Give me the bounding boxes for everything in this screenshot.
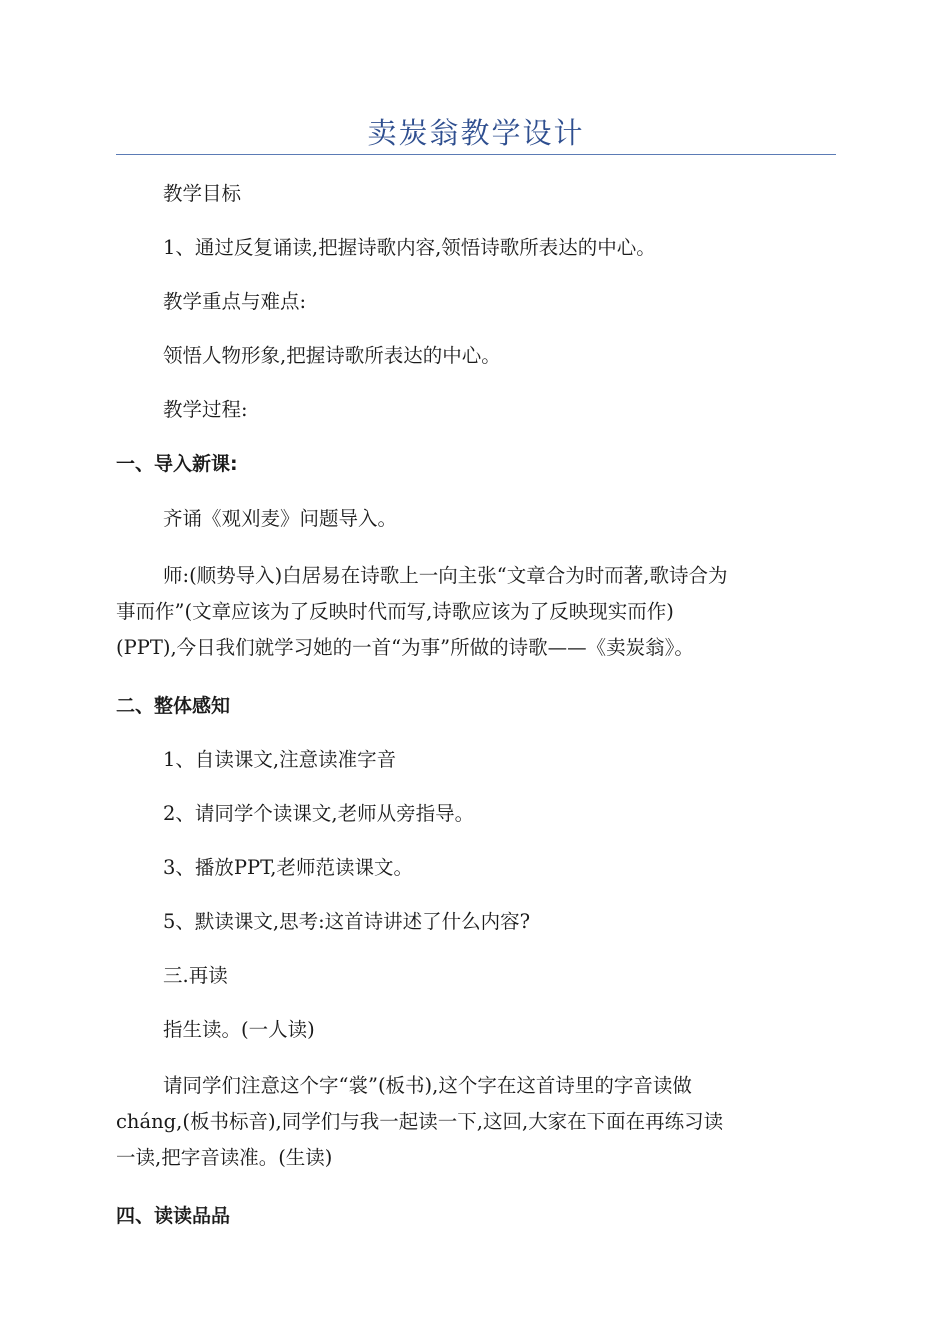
teacher-paragraph-line: (PPT),今日我们就学习她的一首“为事”所做的诗歌——《卖炭翁》。: [116, 636, 694, 659]
process-heading: 教学过程:: [163, 398, 248, 421]
pronunciation-paragraph-line: cháng,(板书标音),同学们与我一起读一下,这回,大家在下面在再练习读: [116, 1110, 724, 1133]
step-2: 2、请同学个读课文,老师从旁指导。: [163, 802, 475, 825]
pronunciation-paragraph: [116, 1068, 836, 1176]
objective-1: 1、通过反复诵读,把握诗歌内容,领悟诗歌所表达的中心。: [163, 236, 656, 259]
teacher-paragraph: [116, 558, 836, 666]
step-3: 3、播放PPT,老师范读课文。: [163, 856, 413, 879]
title-underline: [116, 154, 836, 155]
section-1-heading: 一、导入新课:: [116, 453, 238, 475]
pronunciation-paragraph-line: 请同学们注意这个字“裳”(板书),这个字在这首诗里的字音读做: [163, 1074, 692, 1097]
teacher-paragraph-line: 师:(顺势导入)白居易在诗歌上一向主张“文章合为时而著,歌诗合为: [163, 564, 728, 587]
section-1-text: 齐诵《观刈麦》问题导入。: [163, 507, 398, 530]
reread-text: 指生读。(一人读): [163, 1018, 315, 1041]
section-4-heading: 四、读读品品: [116, 1205, 231, 1227]
key-points-heading: 教学重点与难点:: [163, 290, 307, 313]
section-2-heading: 二、整体感知: [116, 695, 231, 717]
step-5: 5、默读课文,思考:这首诗讲述了什么内容?: [163, 910, 531, 933]
pronunciation-paragraph-line: 一读,把字音读准。(生读): [116, 1146, 333, 1169]
key-points-text: 领悟人物形象,把握诗歌所表达的中心。: [163, 344, 501, 367]
step-1: 1、自读课文,注意读准字音: [163, 748, 397, 771]
reread-heading: 三.再读: [163, 964, 228, 987]
teacher-paragraph-line: 事而作”(文章应该为了反映时代而写,诗歌应该为了反映现实而作): [116, 600, 674, 623]
objectives-heading: 教学目标: [163, 182, 242, 205]
document-title: 卖炭翁教学设计: [367, 116, 585, 150]
